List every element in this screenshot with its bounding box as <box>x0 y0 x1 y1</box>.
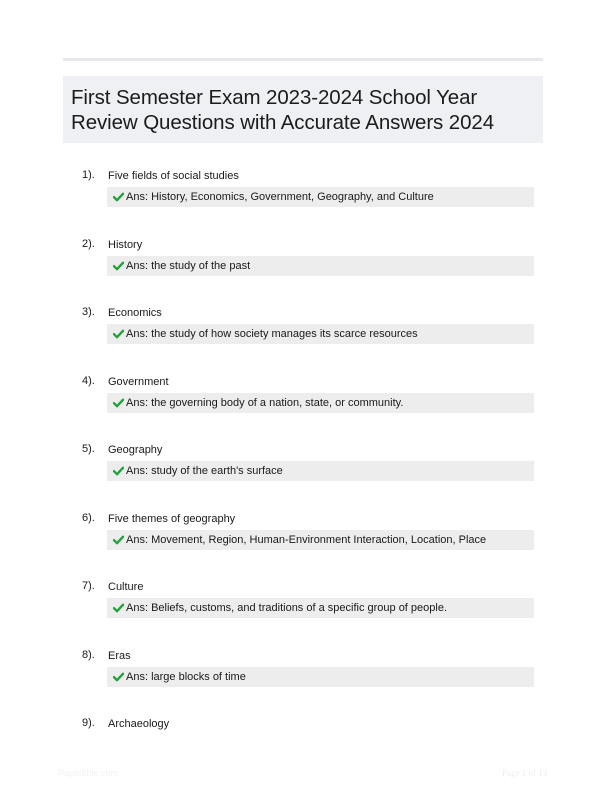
question-number: 5). <box>82 443 95 455</box>
question-number: 6). <box>82 512 95 524</box>
question-number: 8). <box>82 649 95 661</box>
checkmark-icon <box>113 603 124 613</box>
answer-text: Ans: Beliefs, customs, and traditions of a specific group of people. <box>126 602 448 614</box>
checkmark-icon <box>113 535 124 545</box>
question-text: Geography <box>108 444 163 456</box>
answer-text: Ans: large blocks of time <box>126 671 246 683</box>
answer-box <box>107 530 534 550</box>
question-number: 7). <box>82 580 95 592</box>
answer-box <box>107 598 534 618</box>
title-line-1: First Semester Exam 2023-2024 School Year <box>71 86 478 109</box>
question-number: 9). <box>82 717 95 729</box>
page-indicator: Page 1 of 13 <box>502 768 548 778</box>
answer-box <box>107 461 534 481</box>
checkmark-icon <box>113 672 124 682</box>
question-text: Archaeology <box>108 718 170 730</box>
answer-box <box>107 256 534 276</box>
answer-box <box>107 667 534 687</box>
checkmark-icon <box>113 398 124 408</box>
title-line-2: Review Questions with Accurate Answers 2024 <box>71 111 494 134</box>
question-number: 3). <box>82 306 95 318</box>
answer-text: Ans: study of the earth's surface <box>126 465 283 477</box>
question-text: Economics <box>108 307 162 319</box>
question-text: Culture <box>108 581 144 593</box>
question-text: History <box>108 239 143 251</box>
question-text: Five themes of geography <box>108 513 236 525</box>
checkmark-icon <box>113 329 124 339</box>
question-number: 2). <box>82 238 95 250</box>
answer-box <box>107 324 534 344</box>
checkmark-icon <box>113 192 124 202</box>
answer-box <box>107 187 534 207</box>
answer-text: Ans: Movement, Region, Human-Environment Interaction, Location, Place <box>126 534 487 546</box>
question-text: Government <box>108 376 169 388</box>
answer-text: Ans: the governing body of a nation, state, or community. <box>126 397 404 409</box>
answer-text: Ans: History, Economics, Government, Geography, and Culture <box>126 191 434 203</box>
question-number: 4). <box>82 375 95 387</box>
checkmark-icon <box>113 466 124 476</box>
question-text: Five fields of social studies <box>108 170 239 182</box>
answer-text: Ans: the study of how society manages its scarce resources <box>126 328 418 340</box>
answer-box <box>107 393 534 413</box>
question-text: Eras <box>108 650 131 662</box>
question-number: 1). <box>82 169 95 181</box>
checkmark-icon <box>113 261 124 271</box>
answer-text: Ans: the study of the past <box>126 260 251 272</box>
footer-watermark: Papertible.com <box>58 768 119 778</box>
